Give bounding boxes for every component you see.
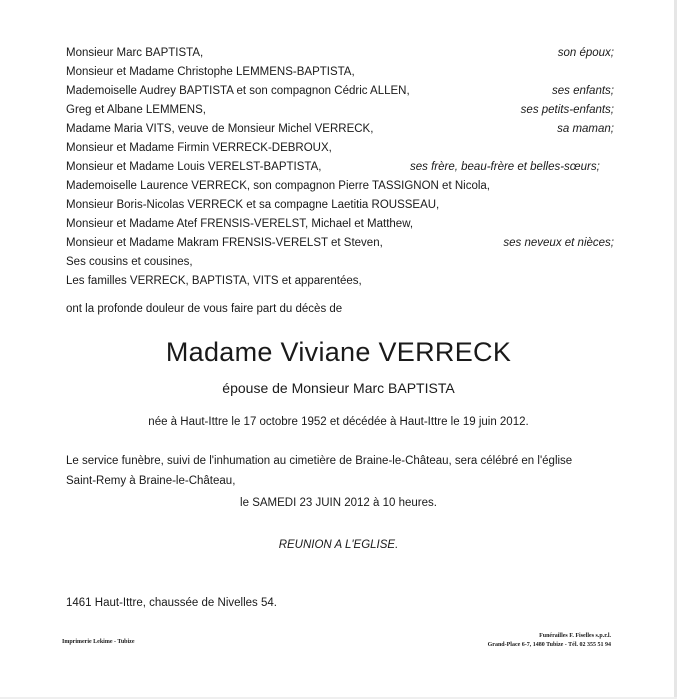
relative-line (66, 64, 614, 81)
relative-role: ses frère, beau-frère et belles-sœurs; (410, 161, 600, 173)
relative-line (66, 102, 614, 119)
relative-line (66, 254, 614, 271)
relative-line (66, 273, 614, 290)
relative-name: Monsieur et Madame Christophe LEMMENS-BAPTISTA, (66, 66, 355, 78)
relative-line (66, 197, 614, 214)
relative-name: Monsieur et Madame Atef FRENSIS-VERELST, Michael et Matthew, (66, 218, 414, 230)
relative-role: sa maman; (557, 123, 614, 135)
relative-role: ses enfants; (551, 85, 614, 97)
relative-name: Madame Maria VITS, veuve de Monsieur Michel VERRECK, (66, 123, 374, 135)
deceased-name: Madame Viviane VERRECK (165, 337, 512, 367)
relative-line (66, 121, 614, 138)
intro-text: ont la profonde douleur de vous faire part du décès de (66, 303, 343, 315)
relative-name: Monsieur et Madame Makram FRENSIS-VERELST et Steven, (66, 237, 383, 249)
relative-name: Monsieur et Madame Firmin VERRECK-DEBROUX, (66, 142, 332, 154)
relative-line (66, 216, 614, 233)
relative-role: son époux; (557, 47, 614, 59)
relative-name: Monsieur et Madame Louis VERELST-BAPTISTA, (66, 161, 322, 173)
service-text-line-1: Le service funèbre, suivi de l'inhumation au cimetière de Braine-le-Château, sera célébré en l'église (66, 455, 573, 467)
relative-line (66, 140, 614, 157)
reunion-note: REUNION A L'EGLISE. (278, 539, 399, 551)
funeral-home-credit (488, 632, 611, 650)
funeral-home-name: Funérailles F. Fiselles s.p.r.l. (539, 633, 611, 639)
relative-line (66, 83, 614, 100)
relative-role: ses petits-enfants; (520, 104, 614, 116)
relative-line (66, 45, 614, 62)
relative-line (66, 235, 614, 252)
printer-credit: Imprimerie Lekime - Tubize (62, 639, 135, 645)
relative-name: Monsieur Boris-Nicolas VERRECK et sa compagne Laetitia ROUSSEAU, (66, 199, 440, 211)
relative-name: Ses cousins et cousines, (66, 256, 193, 268)
birth-death-dates: née à Haut-Ittre le 17 octobre 1952 et décédée à Haut-Ittre le 19 juin 2012. (148, 416, 529, 428)
relative-name: Greg et Albane LEMMENS, (66, 104, 206, 116)
family-address: 1461 Haut-Ittre, chaussée de Nivelles 54. (66, 597, 277, 609)
relative-line (66, 178, 614, 195)
service-text-line-2: Saint-Remy à Braine-le-Château, (66, 475, 236, 487)
relative-name: Mademoiselle Audrey BAPTISTA et son compagnon Cédric ALLEN, (66, 85, 410, 97)
relative-name: Mademoiselle Laurence VERRECK, son compagnon Pierre TASSIGNON et Nicola, (66, 180, 490, 192)
relative-role: ses neveux et nièces; (503, 237, 614, 249)
relative-name: Les familles VERRECK, BAPTISTA, VITS et apparentées, (66, 275, 362, 287)
relative-name: Monsieur Marc BAPTISTA, (66, 47, 204, 59)
relative-line (66, 159, 614, 176)
funeral-home-address: Grand-Place 6-7, 1480 Tubize - Tél. 02 355 51 94 (487, 642, 611, 648)
spouse-line: épouse de Monsieur Marc BAPTISTA (222, 380, 455, 396)
ceremony-date: le SAMEDI 23 JUIN 2012 à 10 heures. (240, 497, 437, 509)
